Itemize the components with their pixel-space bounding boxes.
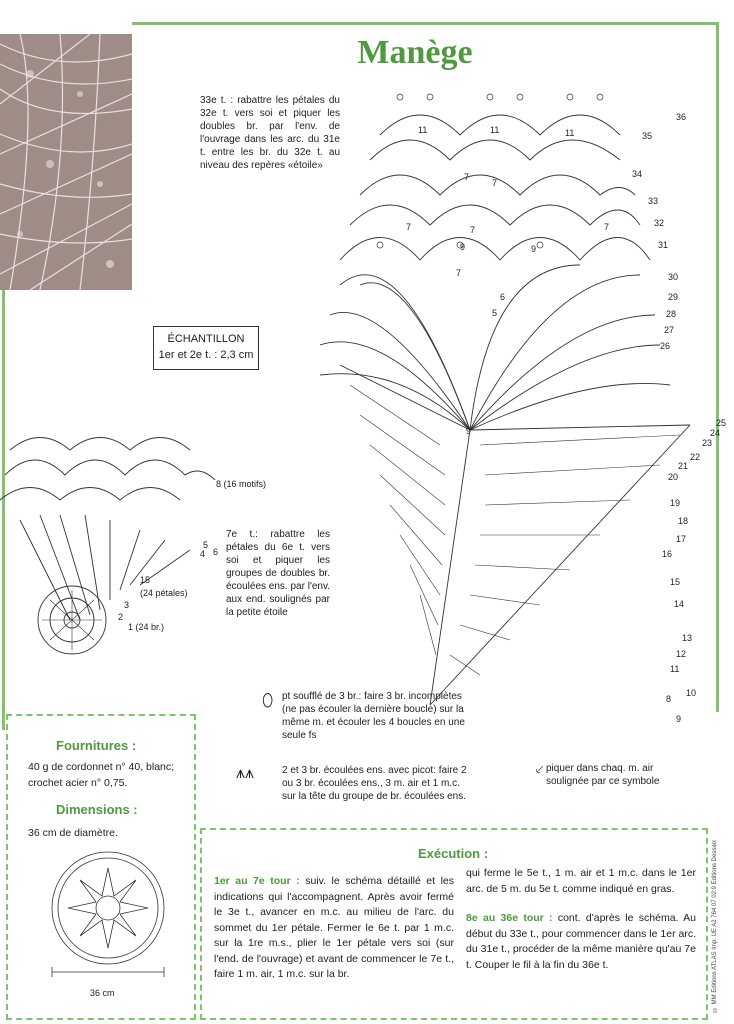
small-chart-label-24-br: 1 (24 br.) (128, 622, 165, 632)
inner-number: 6 (500, 292, 506, 302)
echantillon-value: 1er et 2e t. : 2,3 cm (158, 349, 254, 361)
inner-number: 7 (464, 172, 470, 182)
note-row-33: 33e t. : rabattre les pétales du 32e t. vers soi et piquer les doubles br. par l'env. de l'ouvrage dans les arc. du 31e t. entre les br. du 32e t. au niveau des repères «étoile» (200, 95, 340, 171)
row-number: 34 (632, 169, 643, 179)
small-chart-label-24-petales: (24 pétales) (140, 588, 188, 598)
execution-p2-text: cont. d'après le schéma. Au début du 33e t., pour commencer dans le 1er arc. du 31e t., procéder de la même manière qu'au 7e t. Couper le fil à la fin du 36e t. (466, 912, 697, 971)
execution-p1-text: suiv. le schéma détaillé et les indications qui l'accompagnent. Après avoir fermé le 3e t., avancer en m.c. au milieu de l'arc. du sommet du 1er pétale. Fermer le 6e t. par 1 m.c. sur la 1re m.s., plier le 1er pétale vers soi (sur l'end. de l'ouvrage) et avant de commencer le 7e t., faire 1 m. air, 1 m.c. sur la br. (214, 875, 454, 980)
inner-number: 7 (456, 268, 462, 278)
row-number: 27 (664, 325, 675, 335)
row-number: 16 (662, 549, 673, 559)
row-number: 13 (682, 633, 693, 643)
row-number: 19 (670, 498, 681, 508)
inner-number: 11 (565, 128, 575, 138)
fournitures-heading: Fournitures : (56, 738, 137, 753)
row-number: 15 (670, 577, 681, 587)
side-credit: © MM Éditions ATLAS Imp. UE A2 764 07 02.9 Éditions Dessaix (712, 840, 718, 1012)
dimensions-diagram (28, 848, 188, 988)
small-crochet-chart (0, 420, 230, 660)
execution-heading: Exécution : (418, 846, 489, 861)
execution-p1-cont: qui ferme le 5e t., 1 m. air et 1 m.c. dans le 1er arc. de 5 m. du 5e t. comme indiqué en gras. (466, 867, 696, 895)
row-number: 12 (676, 649, 687, 659)
inner-number: 11 (418, 125, 428, 135)
frame-top (132, 22, 718, 25)
legend-piquer: piquer dans chaq. m. air soulignée par ce symbole (546, 763, 660, 787)
row-number: 25 (716, 418, 727, 428)
execution-p2-lead: 8e au 36e tour : (466, 912, 553, 924)
inner-number: 9 (466, 426, 472, 436)
small-chart-num-2: 2 (118, 612, 124, 622)
small-chart-num-5: 5 (203, 540, 209, 550)
row-number: 11 (670, 664, 680, 674)
execution-col-2 (466, 866, 696, 973)
small-chart-label-15: 15 (140, 575, 151, 585)
row-number: 23 (702, 438, 713, 448)
row-number: 20 (668, 472, 679, 482)
note-row-7: 7e t.: rabattre les pétales du 6e t. vers soi et piquer les groupes de doubles br. écoulées ens. par l'env. aux end. soulignés par la petite étoile (226, 529, 331, 618)
execution-box (200, 828, 708, 1020)
inner-number: 5 (492, 308, 498, 318)
legend-puff: pt soufflé de 3 br.: faire 3 br. incomplètes (ne pas écouler la dernière boucle) sur la même m. et écouler les 4 boucles en une seule fs (282, 691, 465, 741)
inner-number: 7 (470, 225, 476, 235)
row-number: 24 (710, 428, 721, 438)
execution-col-1 (214, 874, 454, 983)
row-number: 18 (678, 516, 689, 526)
puff-stitch-icon: ⬯ (262, 690, 274, 710)
inner-number: 11 (490, 125, 500, 135)
fournitures-text: 40 g de cordonnet n° 40, blanc; crochet acier n° 0,75. (28, 761, 175, 789)
doily-photo (0, 34, 132, 290)
row-number: 8 (666, 694, 672, 704)
fournitures-box (6, 714, 196, 1020)
row-number: 36 (676, 112, 687, 122)
inner-number: 7 (604, 222, 610, 232)
dimensions-diagram-label: 36 cm (90, 988, 115, 998)
small-chart-num-3: 3 (124, 600, 130, 610)
dimensions-heading: Dimensions : (56, 802, 138, 817)
row-number: 35 (642, 131, 653, 141)
picot-cluster-icon: ⩚⩚ (236, 765, 255, 782)
execution-p1-lead: 1er au 7e tour : (214, 875, 300, 887)
legend-picot: 2 et 3 br. écoulées ens. avec picot: faire 2 ou 3 br. écoulées ens., 3 m. air et 1 m.c. sur la tête du groupe de br. écoulées ens. (282, 765, 467, 802)
small-chart-num-6: 6 (213, 547, 219, 557)
row-number: 29 (668, 292, 679, 302)
page-title: Manège (357, 34, 473, 71)
echantillon-box (153, 326, 259, 370)
inner-number: 7 (406, 222, 412, 232)
main-crochet-chart (320, 85, 720, 735)
row-number: 28 (666, 309, 677, 319)
row-number: 26 (660, 341, 671, 351)
echantillon-label: ÉCHANTILLON (167, 333, 245, 345)
row-number: 10 (686, 688, 697, 698)
row-number: 31 (658, 240, 669, 250)
inner-number: 7 (492, 178, 498, 188)
row-number: 17 (676, 534, 687, 544)
row-number: 33 (648, 196, 659, 206)
small-chart-label-8: 8 (16 motifs) (216, 479, 267, 489)
row-number: 22 (690, 452, 701, 462)
insert-hook-icon: ⸔ (534, 761, 545, 777)
row-number: 32 (654, 218, 665, 228)
small-chart-num-4: 4 (200, 549, 206, 559)
row-number: 9 (676, 714, 682, 724)
inner-number: 9 (460, 242, 466, 252)
row-number: 21 (678, 461, 689, 471)
inner-number: 9 (531, 244, 537, 254)
dimensions-text: 36 cm de diamètre. (28, 827, 118, 839)
row-number: 30 (668, 272, 679, 282)
row-number: 14 (674, 599, 685, 609)
